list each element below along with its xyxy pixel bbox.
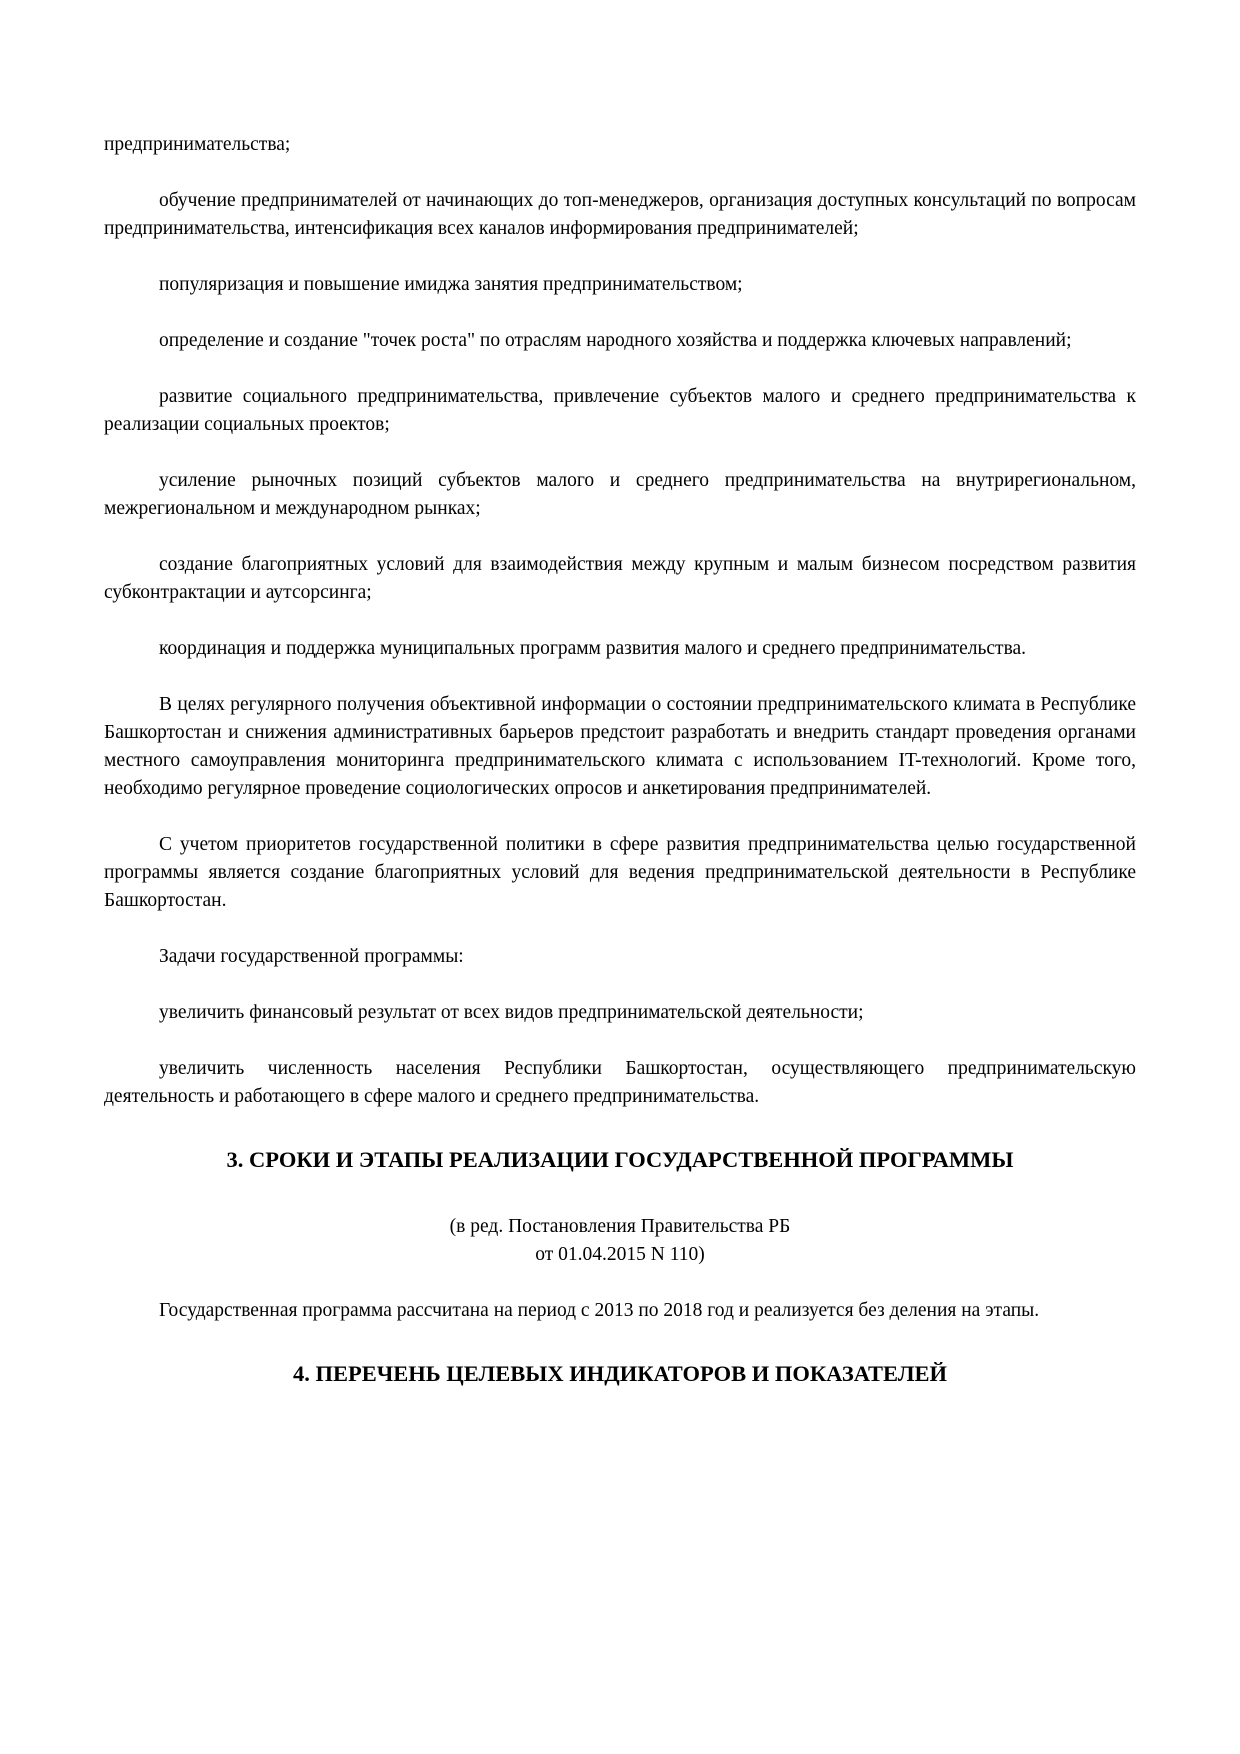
- section-heading: 3. СРОКИ И ЭТАПЫ РЕАЛИЗАЦИИ ГОСУДАРСТВЕННОЙ ПРОГРАММЫ: [226, 1147, 1014, 1172]
- amendment-note: [104, 1213, 1136, 1269]
- paragraph: Государственная программа рассчитана на период с 2013 по 2018 год и реализуется без деления на этапы.: [159, 1300, 1040, 1321]
- paragraph: создание благоприятных условий для взаимодействия между крупным и малым бизнесом посредством развития субконтрактации и аутсорсинга;: [104, 554, 1136, 603]
- paragraph: определение и создание "точек роста" по отраслям народного хозяйства и поддержка ключевых направлений;: [159, 330, 1072, 351]
- paragraph: координация и поддержка муниципальных программ развития малого и среднего предпринимательства.: [159, 638, 1027, 659]
- paragraph: развитие социального предпринимательства, привлечение субъектов малого и среднего предпринимательства к реализации социальных проектов;: [104, 386, 1136, 435]
- paragraph: усиление рыночных позиций субъектов малого и среднего предпринимательства на внутрирегиональном, межрегиональном и международном рынках;: [104, 470, 1136, 519]
- amendment-note-line: (в ред. Постановления Правительства РБ: [449, 1216, 791, 1237]
- document-body: [104, 131, 1136, 1389]
- paragraph: увеличить финансовый результат от всех видов предпринимательской деятельности;: [159, 1002, 864, 1023]
- paragraph: С учетом приоритетов государственной политики в сфере развития предпринимательства целью государственной программы является создание благоприятных условий для ведения предпринимательской деятельности в Республике Башкортостан.: [104, 834, 1136, 911]
- paragraph: популяризация и повышение имиджа занятия предпринимательством;: [159, 274, 743, 295]
- paragraph: предпринимательства;: [104, 134, 291, 155]
- paragraph: увеличить численность населения Республики Башкортостан, осуществляющего предпринимательскую деятельность и работающего в сфере малого и среднего предпринимательства.: [104, 1058, 1136, 1107]
- paragraph: В целях регулярного получения объективной информации о состоянии предпринимательского климата в Республике Башкортостан и снижения административных барьеров предстоит разработать и внедрить стандарт проведения органами местного самоуправления мониторинга предпринимательского климата с использованием IT-технологий. Кроме того, необходимо регулярное проведение социологических опросов и анкетирования предпринимателей.: [104, 694, 1136, 799]
- paragraph: обучение предпринимателей от начинающих до топ-менеджеров, организация доступных консультаций по вопросам предпринимательства, интенсификация всех каналов информирования предпринимателей;: [104, 190, 1136, 239]
- paragraph: Задачи государственной программы:: [159, 946, 464, 967]
- section-heading: 4. ПЕРЕЧЕНЬ ЦЕЛЕВЫХ ИНДИКАТОРОВ И ПОКАЗАТЕЛЕЙ: [292, 1361, 948, 1386]
- amendment-note-line: от 01.04.2015 N 110): [535, 1244, 705, 1265]
